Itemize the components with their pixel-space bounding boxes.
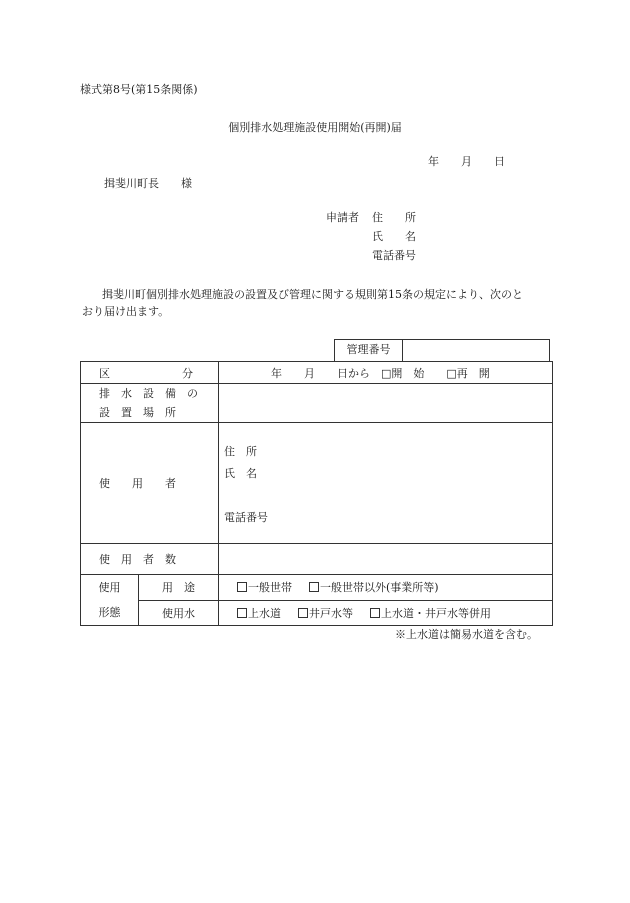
user-count-label-cell — [81, 544, 219, 575]
category-value: 年 月 日から □開 始 □再 開 — [271, 366, 490, 380]
registration-number-label: 管理番号 — [335, 340, 403, 361]
category-value-cell[interactable] — [219, 362, 553, 384]
user-address-label: 住 所 — [224, 445, 257, 458]
user-count-value-cell[interactable] — [219, 544, 553, 575]
purpose-general-checkbox[interactable] — [237, 582, 247, 592]
water-both-checkbox[interactable] — [370, 608, 380, 618]
usage-form-label-1: 使用 — [98, 581, 121, 594]
water-value-cell — [219, 600, 553, 626]
purpose-value-cell — [219, 575, 553, 601]
purpose-label: 用 途 — [162, 581, 195, 595]
applicant-name-label: 氏 名 — [372, 230, 416, 243]
table-row — [81, 575, 553, 601]
user-name-label: 氏 名 — [224, 467, 257, 480]
water-tap-label: 上水道 — [248, 606, 281, 620]
user-value-cell[interactable] — [219, 423, 553, 544]
purpose-business-label: 一般世帯以外(事業所等) — [320, 581, 439, 595]
purpose-general-label: 一般世帯 — [248, 581, 292, 595]
intro-text-line-2: おり届け出ます。 — [82, 305, 170, 318]
usage-form-label-cell — [81, 575, 139, 626]
table-row — [81, 362, 553, 384]
intro-text-line-1: 揖斐川町個別排水処理施設の設置及び管理に関する規則第15条の規定により、次のと — [102, 288, 523, 301]
notification-table — [80, 361, 553, 626]
applicant-phone-label: 電話番号 — [372, 249, 416, 262]
table-row — [81, 423, 553, 544]
addressee: 揖斐川町長 様 — [104, 177, 192, 190]
table-row — [81, 600, 553, 626]
location-label-1: 排 水 設 備 の — [99, 387, 198, 400]
applicant-address-label: 住 所 — [372, 211, 416, 224]
location-label-2: 設 置 場 所 — [99, 406, 176, 419]
form-number: 様式第8号(第15条関係) — [80, 83, 198, 96]
user-count-label: 使 用 者 数 — [99, 553, 176, 566]
category-label-cell — [81, 362, 219, 384]
water-label-cell — [139, 600, 219, 626]
category-label-2: 分 — [182, 366, 193, 380]
footnote: ※上水道は簡易水道を含む。 — [395, 628, 538, 641]
category-label-1: 区 — [99, 366, 110, 380]
water-tap-checkbox[interactable] — [237, 608, 247, 618]
location-value-cell[interactable] — [219, 384, 553, 423]
applicant-label: 申請者 — [326, 211, 359, 224]
water-label: 使用水 — [162, 606, 195, 620]
purpose-label-cell — [139, 575, 219, 601]
table-row — [81, 544, 553, 575]
water-well-checkbox[interactable] — [298, 608, 308, 618]
purpose-business-checkbox[interactable] — [309, 582, 319, 592]
water-both-label: 上水道・井戸水等併用 — [381, 606, 491, 620]
date-line: 年 月 日 — [428, 155, 505, 168]
user-label-cell — [81, 423, 219, 544]
registration-number-box — [334, 339, 550, 361]
table-row — [81, 384, 553, 423]
user-label: 使 用 者 — [99, 477, 176, 490]
location-label-cell — [81, 384, 219, 423]
water-well-label: 井戸水等 — [309, 606, 353, 620]
usage-form-label-2: 形態 — [98, 606, 121, 619]
user-phone-label: 電話番号 — [224, 511, 268, 524]
registration-number-field[interactable] — [403, 340, 549, 361]
form-title: 個別排水処理施設使用開始(再開)届 — [228, 121, 402, 134]
